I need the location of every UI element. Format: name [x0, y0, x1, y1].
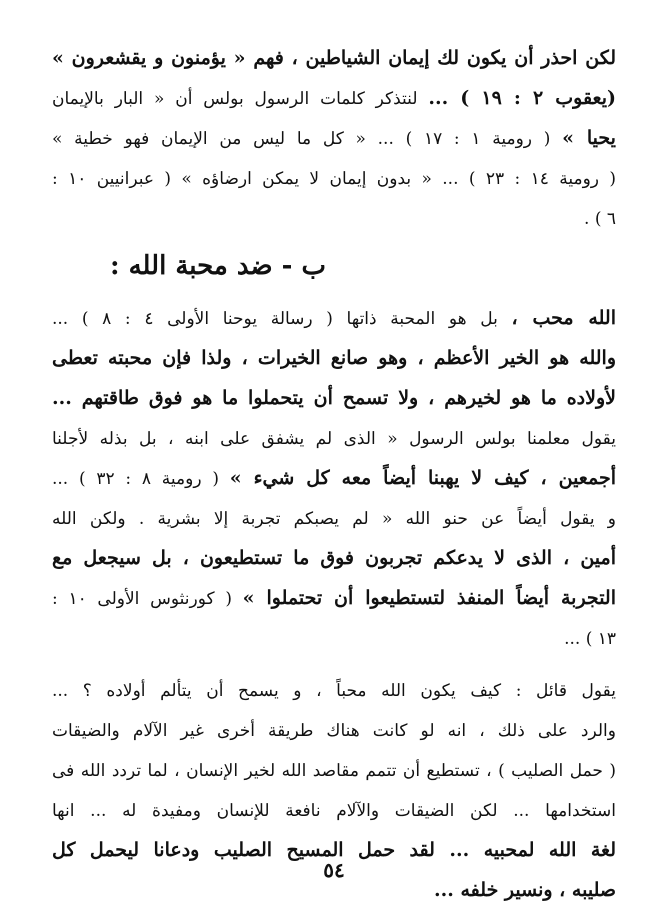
section-heading: ب - ضد محبة الله :	[109, 251, 326, 281]
text-line: الله محب ، بل هو المحبة ذاتها ( رسالة يوحنا الأولى ٤ : ٨ ) ...	[52, 307, 616, 329]
text-line: ١٣ ) ...	[564, 629, 616, 649]
text-line: صليبه ، ونسير خلفه ...	[434, 879, 616, 901]
text-line: يقول قائل : كيف يكون الله محباً ، و يسمح أن يتألم أولاده ؟ ...	[52, 681, 616, 701]
text-line: والله هو الخير الأعظم ، وهو صانع الخيرات ، ولذا فإن محبته تعطى	[52, 347, 616, 369]
text-line: ( رومية ١٤ : ٢٣ ) ... « بدون إيمان لا يمكن ارضاؤه » ( عبرانيين ١٠ :	[52, 169, 616, 189]
text-line: و يقول أيضاً عن حنو الله « لم يصبكم تجربة إلا بشرية . ولكن الله	[52, 509, 616, 529]
text-line: التجربة أيضاً المنفذ لتستطيعوا أن تحتملوا » ( كورنثوس الأولى ١٠ :	[52, 587, 616, 609]
text-line: أجمعين ، كيف لا يهبنا أيضاً معه كل شيء » ( رومية ٨ : ٣٢ ) ...	[52, 467, 616, 489]
text-line: يقول معلمنا بولس الرسول « الذى لم يشفق على ابنه ، بل بذله لأجلنا	[52, 429, 616, 449]
text-line: استخدامها ... لكن الضيقات والآلام نافعة للإنسان ومفيدة له ... انها	[52, 801, 616, 821]
text-line: ( حمل الصليب ) ، تستطيع أن تتمم مقاصد الله لخير الإنسان ، لما تردد الله فى	[52, 761, 616, 781]
text-line: لأولاده ما هو لخيرهم ، ولا تسمح أن يتحملوا ما هو فوق طاقتهم ...	[52, 387, 616, 409]
paragraph-faith	[52, 38, 616, 238]
text-line: يحيا » ( رومية ١ : ١٧ ) ... « كل ما ليس من الإيمان فهو خطية »	[52, 127, 616, 149]
text-line: (يعقوب ٢ : ١٩ ) ... لنتذكر كلمات الرسول بولس أن « البار بالإيمان	[52, 87, 616, 109]
page-number: ٥٤	[323, 858, 345, 882]
text-line: لكن احذر أن يكون لك إيمان الشياطين ، فهم « يؤمنون و يقشعرون »	[52, 47, 616, 69]
text-line: والرد على ذلك ، انه لو كانت هناك طريقة أخرى غير الآلام والضيقات	[52, 721, 616, 741]
paragraph-love-of-god	[52, 298, 616, 658]
text-line: أمين ، الذى لا يدعكم تجربون فوق ما تستطيعون ، بل سيجعل مع	[52, 547, 616, 569]
text-line: لغة الله لمحبيه ... لقد حمل المسيح الصليب ودعانا ليحمل كل	[52, 839, 616, 861]
text-line: ٦ ) .	[584, 209, 616, 229]
